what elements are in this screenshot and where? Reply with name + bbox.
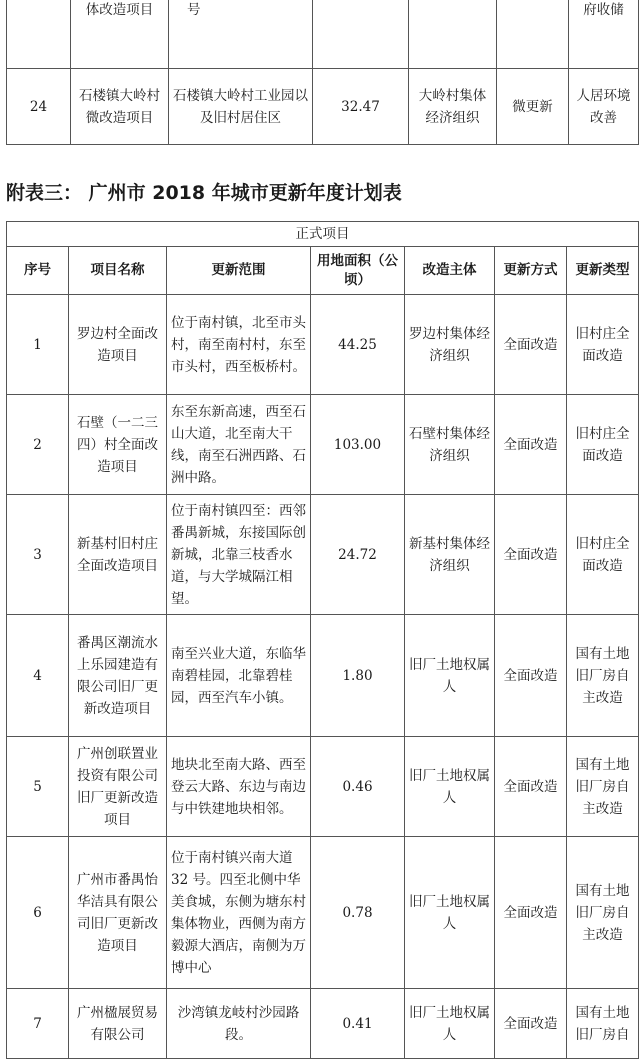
table-row (7, 69, 639, 145)
row-name: 石壁（一二三四）村全面改造项目 (69, 395, 167, 495)
table-row (7, 989, 639, 1059)
row-area: 44.25 (311, 295, 405, 395)
header-no: 序号 (7, 247, 69, 295)
fragment-cell (313, 0, 409, 69)
row-no: 7 (7, 989, 69, 1059)
row-area: 1.80 (311, 615, 405, 737)
table-row (7, 737, 639, 837)
fragment-cell (409, 0, 497, 69)
row-type: 国有土地旧厂房自主改造 (567, 837, 639, 989)
row-method: 全面改造 (495, 989, 567, 1059)
row-no: 5 (7, 737, 69, 837)
row-method: 全面改造 (495, 837, 567, 989)
row-method: 微更新 (497, 69, 569, 145)
row-name: 番禺区潮流水上乐园建造有限公司旧厂更新改造项目 (69, 615, 167, 737)
row-no: 2 (7, 395, 69, 495)
table-row (7, 615, 639, 737)
fragment-cell (7, 0, 71, 69)
row-area: 24.72 (311, 495, 405, 615)
header-method: 更新方式 (495, 247, 567, 295)
header-subject: 改造主体 (405, 247, 495, 295)
row-subject: 大岭村集体经济组织 (409, 69, 497, 145)
row-name: 广州创联置业投资有限公司旧厂更新改造项目 (69, 737, 167, 837)
row-scope: 位于南村镇四至：西邻番禺新城，东接国际创新城，北靠三枝香水道，与大学城隔江相望。 (167, 495, 311, 615)
row-method: 全面改造 (495, 495, 567, 615)
continued-table (6, 0, 639, 145)
row-name: 罗边村全面改造项目 (69, 295, 167, 395)
table-row (7, 295, 639, 395)
row-scope: 石楼镇大岭村工业园以及旧村居住区 (169, 69, 313, 145)
row-subject: 旧厂土地权属人 (405, 989, 495, 1059)
row-scope: 位于南村镇兴南大道 32 号。四至北侧中华美食城，东侧为塘东村集体物业，西侧为南方毅源大酒店，南侧为万博中心 (167, 837, 311, 989)
header-type: 更新类型 (567, 247, 639, 295)
row-scope: 沙湾镇龙岐村沙园路段。 (167, 989, 311, 1059)
row-type: 国有土地旧厂房自主改造 (567, 615, 639, 737)
row-name: 石楼镇大岭村微改造项目 (71, 69, 169, 145)
row-type: 国有土地旧厂房自 (567, 989, 639, 1059)
row-subject: 罗边村集体经济组织 (405, 295, 495, 395)
section-label: 正式项目 (7, 222, 639, 247)
row-area: 0.78 (311, 837, 405, 989)
row-method: 全面改造 (495, 615, 567, 737)
row-subject: 石壁村集体经济组织 (405, 395, 495, 495)
row-area: 103.00 (311, 395, 405, 495)
row-scope: 南至兴业大道，东临华南碧桂园，北靠碧桂园，西至汽车小镇。 (167, 615, 311, 737)
row-scope: 东至东新高速，西至石山大道，北至南大干线，南至石洲西路、石洲中路。 (167, 395, 311, 495)
header-scope: 更新范围 (167, 247, 311, 295)
fragment-cell: 府收储 (569, 0, 639, 69)
row-no: 24 (7, 69, 71, 145)
row-name: 广州市番禺怡华洁具有限公司旧厂更新改造项目 (69, 837, 167, 989)
continued-header-fragment (7, 0, 639, 69)
row-no: 4 (7, 615, 69, 737)
row-subject: 新基村集体经济组织 (405, 495, 495, 615)
row-type: 旧村庄全面改造 (567, 395, 639, 495)
row-area: 0.46 (311, 737, 405, 837)
row-subject: 旧厂土地权属人 (405, 615, 495, 737)
row-method: 全面改造 (495, 295, 567, 395)
row-type: 国有土地旧厂房自主改造 (567, 737, 639, 837)
row-name: 广州楹展贸易有限公司 (69, 989, 167, 1059)
row-method: 全面改造 (495, 395, 567, 495)
row-method: 全面改造 (495, 737, 567, 837)
table-row (7, 395, 639, 495)
row-type: 旧村庄全面改造 (567, 295, 639, 395)
row-subject: 旧厂土地权属人 (405, 837, 495, 989)
header-row (7, 247, 639, 295)
header-area: 用地面积（公顷） (311, 247, 405, 295)
section-row (7, 222, 639, 247)
table-row (7, 837, 639, 989)
row-no: 6 (7, 837, 69, 989)
row-type: 人居环境改善 (569, 69, 639, 145)
fragment-cell (497, 0, 569, 69)
row-name: 新基村旧村庄全面改造项目 (69, 495, 167, 615)
row-type: 旧村庄全面改造 (567, 495, 639, 615)
table-row (7, 495, 639, 615)
fragment-cell: 体改造项目 (71, 0, 169, 69)
fragment-cell: 号 (169, 0, 313, 69)
page-title: 附表三： 广州市 2018 年城市更新年度计划表 (6, 182, 402, 204)
row-scope: 位于南村镇，北至市头村，南至南村村，东至市头村，西至板桥村。 (167, 295, 311, 395)
row-area: 32.47 (313, 69, 409, 145)
row-area: 0.41 (311, 989, 405, 1059)
header-name: 项目名称 (69, 247, 167, 295)
row-subject: 旧厂土地权属人 (405, 737, 495, 837)
row-no: 1 (7, 295, 69, 395)
plan-table (6, 221, 639, 1059)
row-no: 3 (7, 495, 69, 615)
row-scope: 地块北至南大路、西至登云大路、东边与南边与中铁建地块相邻。 (167, 737, 311, 837)
